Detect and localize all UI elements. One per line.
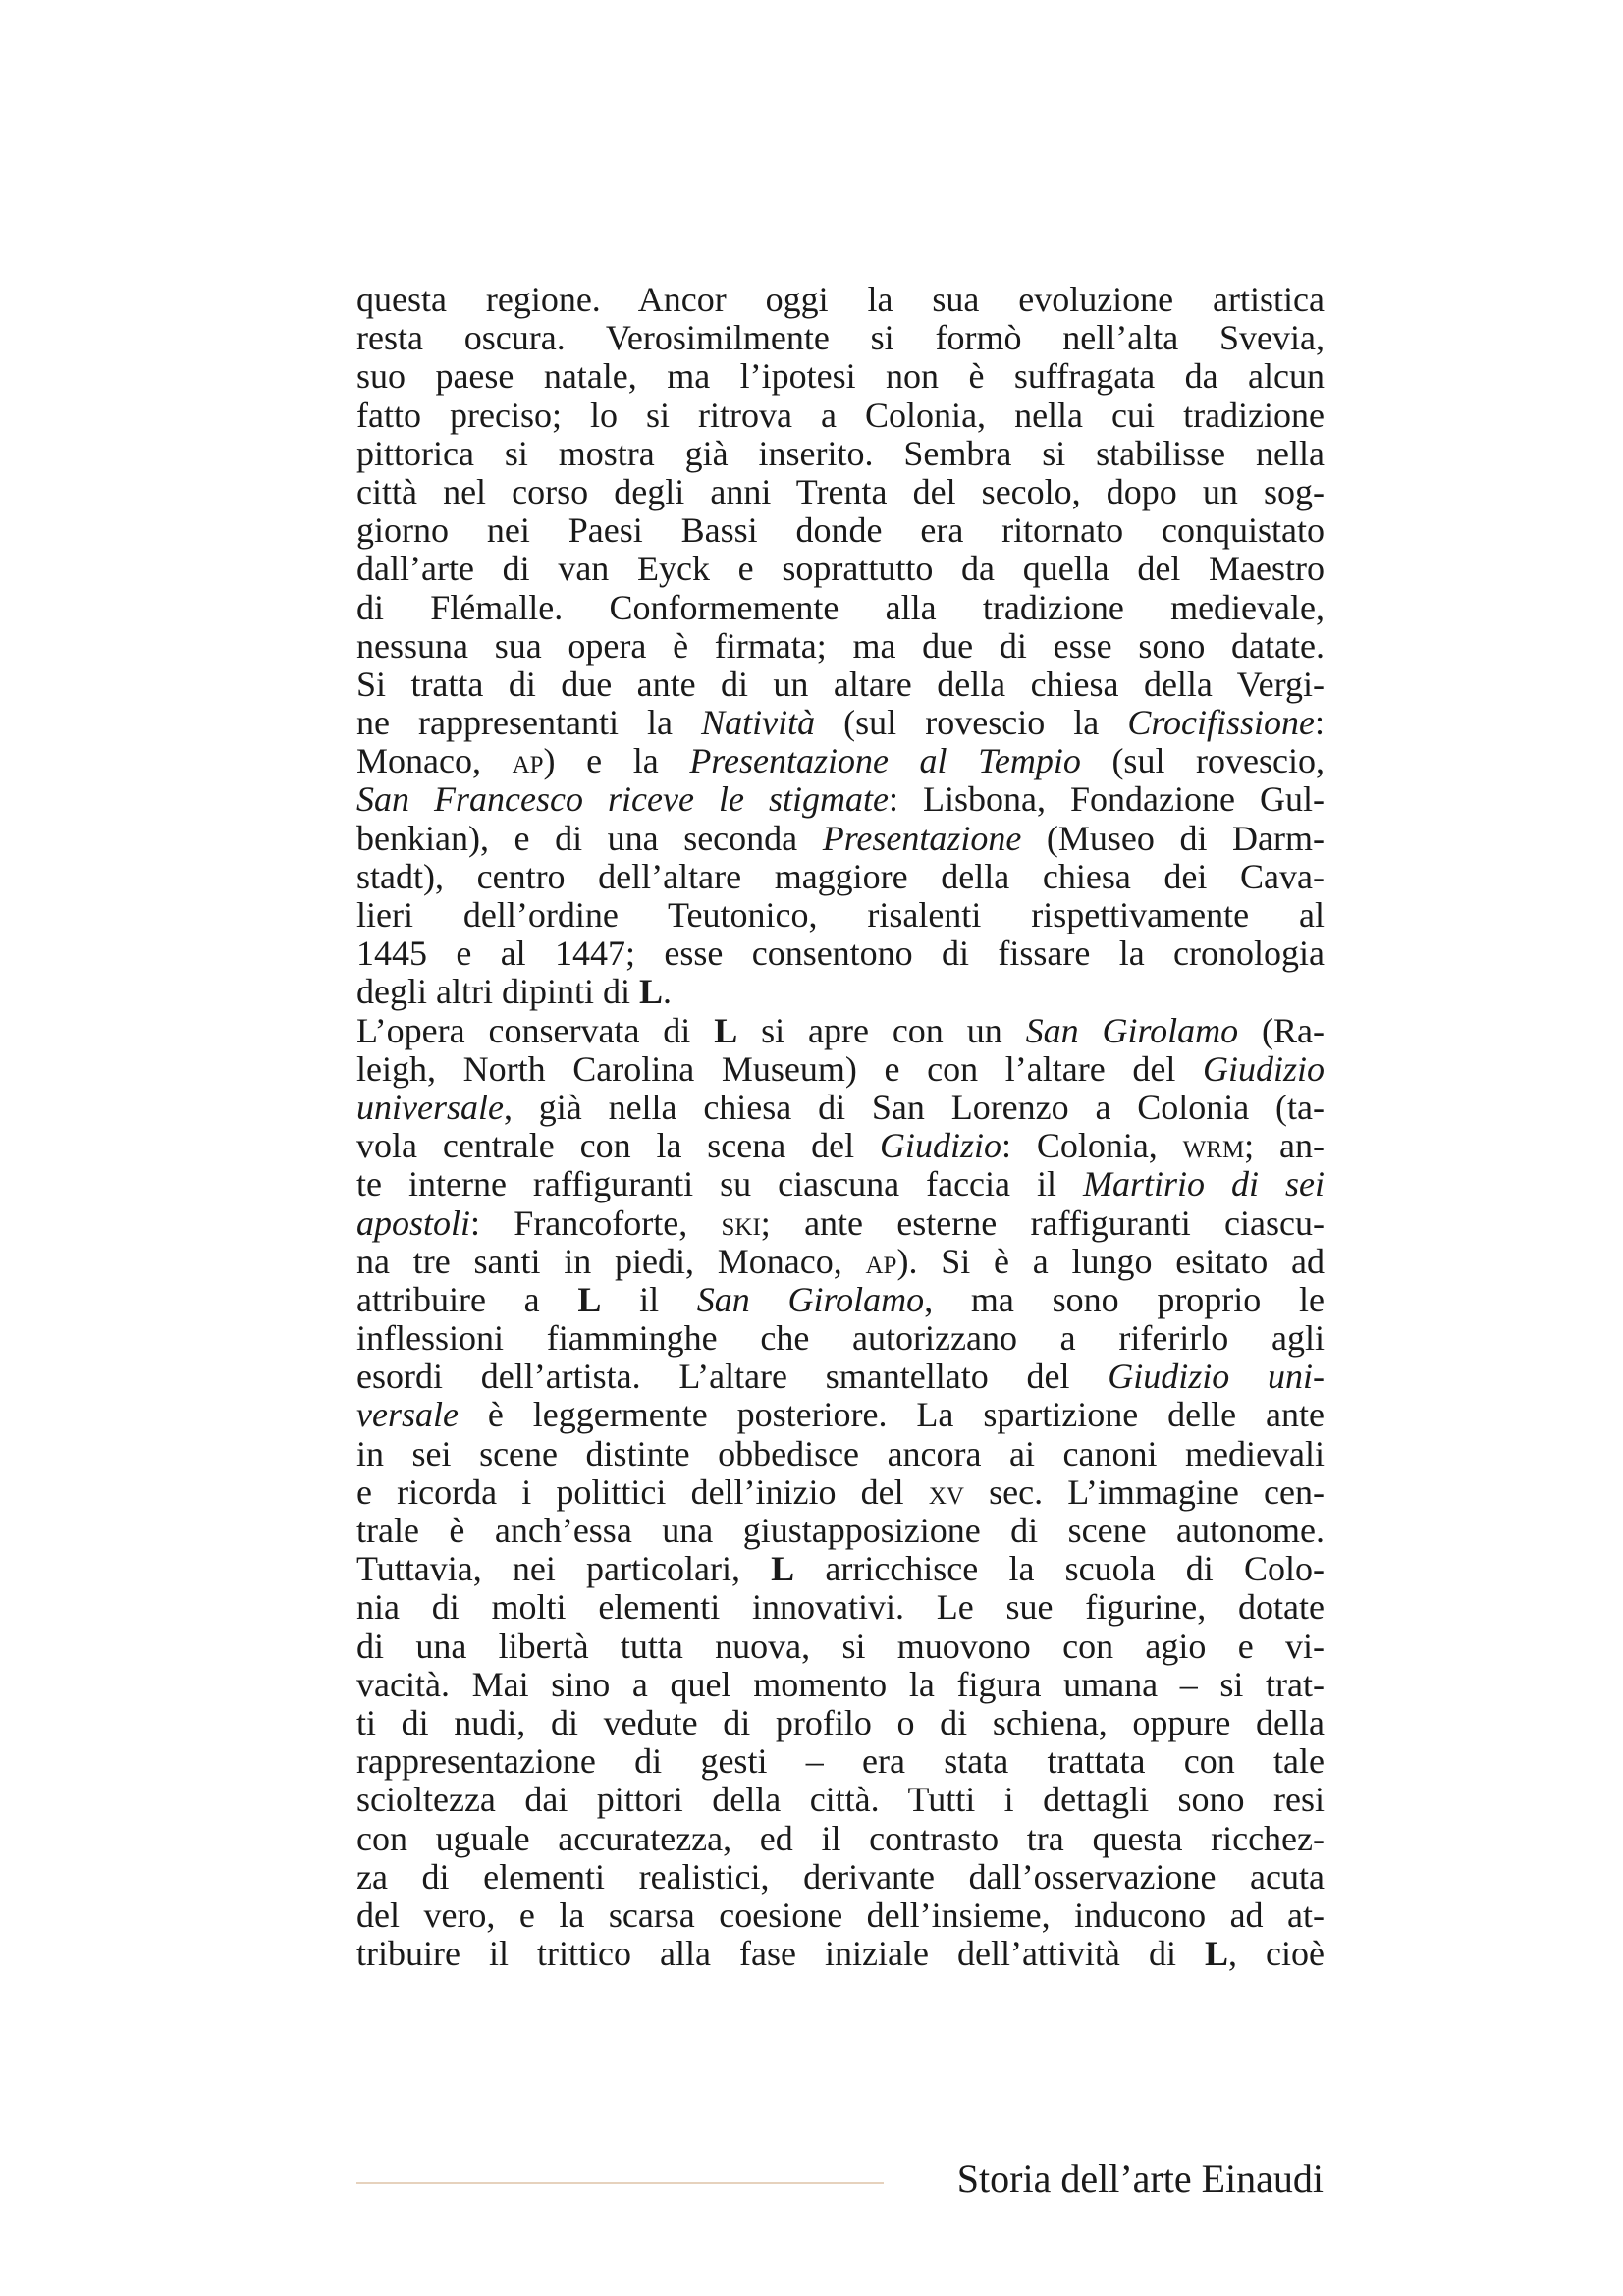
text-line [356, 1820, 1325, 1858]
text-segment: Martirio di sei [1083, 1164, 1325, 1204]
text-segment: universale [356, 1087, 504, 1127]
text-line [356, 1243, 1325, 1281]
text-segment: giorno nei Paesi Bassi donde era ritornato conquistato [356, 510, 1325, 551]
text-segment: inflessioni fiamminghe che autorizzano a riferirlo agli [356, 1318, 1325, 1359]
text-segment: L [638, 972, 663, 1012]
text-segment: : Francoforte, [470, 1202, 722, 1243]
text-segment: stadt), centro dell’altare maggiore della chiesa dei Cava- [356, 856, 1325, 896]
text-segment: Monaco, [356, 741, 513, 781]
text-segment: L [771, 1549, 795, 1589]
text-line [356, 1666, 1325, 1704]
text-segment: ap [512, 741, 544, 781]
text-segment: ; ante esterne raffiguranti ciascu- [760, 1202, 1325, 1243]
text-line [356, 319, 1325, 357]
text-segment: del vero, e la scarsa coesione dell’insieme, inducono ad at- [356, 1895, 1325, 1935]
text-segment: L [577, 1279, 602, 1319]
text-segment: e ricorda i polittici dell’inizio del [356, 1471, 929, 1512]
text-segment: ; an- [1244, 1126, 1325, 1166]
text-line [356, 896, 1325, 934]
text-line [356, 1165, 1325, 1203]
footer-rule [356, 2182, 884, 2184]
text-segment: : Colonia, [1001, 1126, 1183, 1166]
text-line [356, 357, 1325, 396]
text-segment: in sei scene distinte obbedisce ancora ai canoni medievali [356, 1433, 1325, 1473]
text-segment: xv [928, 1471, 964, 1512]
text-segment: trale è anch’essa una giustapposizione di scene autonome. [356, 1511, 1325, 1550]
text-segment: ski [721, 1202, 761, 1243]
text-line [356, 1896, 1325, 1935]
text-segment: vola centrale con la scena del [356, 1126, 880, 1166]
text-segment: vacità. Mai sino a quel momento la figura umana – si trat- [356, 1664, 1325, 1704]
text-line [356, 858, 1325, 896]
text-line [356, 1319, 1325, 1358]
text-line [356, 1012, 1325, 1050]
text-segment: L’opera conservata di [356, 1010, 715, 1050]
text-segment: di Flémalle. Conformemente alla tradizione medievale, [356, 587, 1325, 627]
text-segment: apostoli [356, 1202, 471, 1243]
text-line [356, 511, 1325, 550]
text-line [356, 1858, 1325, 1896]
text-segment: San Francesco riceve le stigmate [356, 779, 889, 820]
text-segment: nessuna sua opera è firmata; ma due di esse sono datate. [356, 625, 1325, 666]
text-segment: Giudizio [879, 1126, 1001, 1166]
footer-title: Storia dell’arte Einaudi [956, 2157, 1324, 2201]
text-line [356, 1050, 1325, 1089]
text-segment: nia di molti elementi innovativi. Le sue figurine, dotate [356, 1587, 1325, 1628]
text-line [356, 397, 1325, 435]
text-line [356, 1204, 1325, 1243]
text-segment: Tuttavia, nei particolari, [356, 1549, 772, 1589]
text-segment: (sul rovescio, [1080, 741, 1325, 781]
text-segment: resta oscura. Verosimilmente si formò nell’alta Svevia, [356, 318, 1325, 358]
text-line [356, 550, 1325, 588]
text-line [356, 1358, 1325, 1396]
text-segment: di una libertà tutta nuova, si muovono con agio e vi- [356, 1626, 1325, 1666]
text-segment: questa regione. Ancor oggi la sua evoluzione artistica [356, 280, 1325, 319]
text-segment: attribuire a [356, 1279, 578, 1319]
text-segment: ). Si è a lungo esitato ad [896, 1241, 1325, 1281]
text-segment: San Girolamo [696, 1279, 925, 1319]
text-segment: : [1315, 703, 1325, 743]
text-segment: , ma sono proprio le [924, 1279, 1325, 1319]
text-segment: sec. L’immagine cen- [963, 1471, 1325, 1512]
text-segment: ) e la [543, 741, 690, 781]
text-segment: Giudizio [1202, 1048, 1325, 1089]
text-segment: versale [356, 1395, 459, 1435]
text-segment: : Lisbona, Fondazione Gul- [888, 779, 1325, 820]
text-segment: ap [865, 1241, 897, 1281]
text-segment: wrm [1182, 1126, 1245, 1166]
text-segment: si apre con un [737, 1010, 1026, 1050]
text-line [356, 1512, 1325, 1550]
text-line [356, 1281, 1325, 1319]
text-segment: Crocifissione [1127, 703, 1315, 743]
text-segment: rappresentazione di gesti – era stata trattata con tale [356, 1741, 1325, 1782]
text-segment: fatto preciso; lo si ritrova a Colonia, nella cui tradizione [356, 395, 1325, 435]
text-line [356, 1628, 1325, 1666]
text-line [356, 820, 1325, 858]
text-line [356, 780, 1325, 819]
text-line [356, 666, 1325, 704]
text-line [356, 281, 1325, 319]
text-segment: degli altri dipinti di [356, 972, 639, 1012]
text-line [356, 627, 1325, 666]
text-segment: tribuire il trittico alla fase iniziale dell’attività di [356, 1934, 1205, 1974]
text-segment: te interne raffiguranti su ciascuna faccia il [356, 1164, 1083, 1204]
text-segment: za di elementi realistici, derivante dall’osservazione acuta [356, 1856, 1325, 1896]
body-text [356, 281, 1325, 1973]
text-segment: arricchisce la scuola di Colo- [794, 1549, 1325, 1589]
text-line [356, 435, 1325, 473]
text-line [356, 934, 1325, 973]
text-segment: Presentazione al Tempio [689, 741, 1081, 781]
text-segment: è leggermente posteriore. La spartizione delle ante [458, 1395, 1325, 1435]
text-line [356, 1935, 1325, 1973]
text-segment: (sul rovescio la [815, 703, 1128, 743]
text-segment: lieri dell’ordine Teutonico, risalenti rispettivamente al [356, 895, 1325, 934]
text-segment: benkian), e di una seconda [356, 818, 823, 858]
text-segment: con uguale accuratezza, ed il contrasto tra questa ricchez- [356, 1818, 1325, 1858]
text-line [356, 1742, 1325, 1781]
text-segment: esordi dell’artista. L’altare smantellato del [356, 1357, 1109, 1397]
text-segment: dall’arte di van Eyck e soprattutto da quella del Maestro [356, 549, 1325, 589]
text-line [356, 973, 1325, 1011]
text-segment: (Ra- [1238, 1010, 1325, 1050]
text-segment: , cioè [1228, 1934, 1325, 1974]
text-line [356, 473, 1325, 511]
text-line [356, 1396, 1325, 1434]
text-segment: Presentazione [822, 818, 1022, 858]
text-line [356, 589, 1325, 627]
text-line [356, 742, 1325, 780]
text-line [356, 1089, 1325, 1127]
text-segment: leigh, North Carolina Museum) e con l’altare del [356, 1048, 1203, 1089]
text-segment: ti di nudi, di vedute di profilo o di schiena, oppure della [356, 1702, 1325, 1742]
text-line [356, 1550, 1325, 1588]
text-segment: il [601, 1279, 697, 1319]
text-segment: na tre santi in piedi, Monaco, [356, 1241, 866, 1281]
text-segment: Giudizio uni- [1108, 1357, 1325, 1397]
text-segment: Natività [701, 703, 816, 743]
text-segment: città nel corso degli anni Trenta del secolo, dopo un sog- [356, 471, 1325, 511]
text-segment: 1445 e al 1447; esse consentono di fissare la cronologia [356, 934, 1325, 974]
text-segment: pittorica si mostra già inserito. Sembra si stabilisse nella [356, 433, 1325, 473]
text-line [356, 1588, 1325, 1627]
text-line [356, 1781, 1325, 1819]
text-line [356, 1127, 1325, 1165]
text-segment: Si tratta di due ante di un altare della chiesa della Vergi- [356, 664, 1325, 704]
text-line [356, 1473, 1325, 1512]
text-line [356, 704, 1325, 742]
text-line [356, 1704, 1325, 1742]
text-segment: L [1204, 1934, 1228, 1974]
text-segment: ne rappresentanti la [356, 703, 702, 743]
text-segment: L [714, 1010, 738, 1050]
text-segment: suo paese natale, ma l’ipotesi non è suffragata da alcun [356, 356, 1325, 397]
text-segment: San Girolamo [1025, 1010, 1239, 1050]
text-segment: (Museo di Darm- [1021, 818, 1325, 858]
text-segment: , già nella chiesa di San Lorenzo a Colonia (ta- [503, 1087, 1325, 1127]
text-segment: . [662, 972, 672, 1012]
text-segment: scioltezza dai pittori della città. Tutti i dettagli sono resi [356, 1780, 1325, 1820]
text-line [356, 1435, 1325, 1473]
